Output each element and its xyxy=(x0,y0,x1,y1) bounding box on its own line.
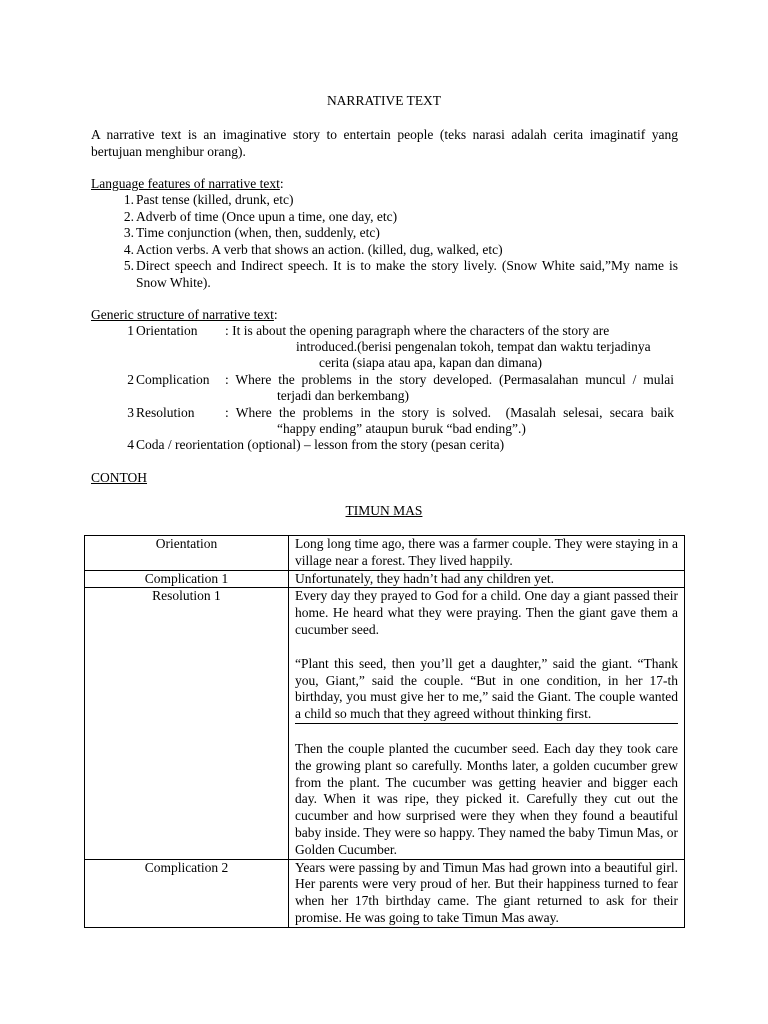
structure-term: Orientation xyxy=(136,323,198,338)
list-text: Time conjunction (when, then, suddenly, etc) xyxy=(136,225,380,240)
structure-term: Complication xyxy=(136,372,210,387)
list-item xyxy=(91,209,678,226)
story-paragraph: Unfortunately, they hadn’t had any children yet. xyxy=(295,570,555,586)
list-number: 3 . xyxy=(112,225,134,242)
list-item xyxy=(91,242,678,259)
table-cell-content xyxy=(289,859,685,927)
language-features-heading xyxy=(91,176,678,193)
structure-term: Coda / reorientation (optional) – lesson from the story (pesan cerita) xyxy=(136,437,505,452)
list-item xyxy=(91,225,678,242)
paragraph-gap xyxy=(295,639,678,656)
story-paragraph: Every day they prayed to God for a child. One day a giant passed their home. He heard what they were praying. Then the giant gave them a cucumber seed. xyxy=(295,588,678,637)
structure-description-cont: introduced.(berisi pengenalan tokoh, tempat dan waktu terjadinya xyxy=(296,339,651,354)
generic-structure-heading-colon: : xyxy=(273,307,278,322)
story-paragraph: Long long time ago, there was a farmer couple. They were staying in a village near a forest. They lived happily. xyxy=(295,536,678,568)
generic-structure-heading-text: Generic structure of narrative text xyxy=(91,307,274,322)
list-number: 1 xyxy=(127,323,134,338)
generic-structure-heading xyxy=(91,307,678,324)
list-item xyxy=(91,258,678,291)
story-table xyxy=(84,535,685,928)
intro-paragraph: A narrative text is an imaginative story to entertain people (teks narasi adalah cerita imaginatif yang bertujuan menghibur orang). xyxy=(91,127,678,159)
table-row xyxy=(85,588,685,859)
list-number: 2 . xyxy=(112,209,134,226)
list-number: 5 . xyxy=(112,258,134,275)
list-number: 2 xyxy=(127,372,134,387)
table-cell-label: Complication 2 xyxy=(85,859,289,927)
table-row xyxy=(85,859,685,927)
paragraph-gap xyxy=(295,724,678,741)
structure-description-cont: “happy ending” ataupun buruk “bad ending”.) xyxy=(277,421,526,436)
structure-description-cont: terjadi dan berkembang) xyxy=(277,388,409,403)
story-paragraph: “Plant this seed, then you’ll get a daughter,” said the giant. “Thank you, Giant,” said the couple. “But in one condition, in her 17-th birthday, you must give her to me,” said the Giant. The couple wanted a child so much that they agreed without thinking first. xyxy=(295,656,678,724)
list-number: 1 . xyxy=(112,192,134,209)
table-cell-content xyxy=(289,588,685,859)
table-cell-label: Complication 1 xyxy=(85,570,289,588)
page-title: NARRATIVE TEXT xyxy=(326,93,442,108)
list-text: Past tense (killed, drunk, etc) xyxy=(136,192,294,207)
story-paragraph: Years were passing by and Timun Mas had grown into a beautiful girl. Her parents were very proud of her. But their happiness turned to fear when her 17th birthday came. The giant returned to ask for their promise. He was going to take Timun Mas away. xyxy=(295,859,678,925)
list-number: 4 xyxy=(127,437,134,452)
structure-term: Resolution xyxy=(136,405,195,420)
table-cell-content xyxy=(289,570,685,588)
list-number: 3 xyxy=(127,405,134,420)
structure-description-cont: cerita (siapa atau apa, kapan dan dimana) xyxy=(319,355,543,370)
structure-description: : Where the problems in the story developed. (Permasalahan muncul / mulai xyxy=(225,372,674,387)
table-cell-label: Orientation xyxy=(85,536,289,571)
list-number: 4 . xyxy=(112,242,134,259)
story-title-text: TIMUN MAS xyxy=(345,503,423,518)
list-text: Adverb of time (Once upun a time, one day, etc) xyxy=(136,208,398,224)
story-title xyxy=(0,503,768,520)
list-text: Direct speech and Indirect speech. It is to make the story lively. (Snow White said,”My name is Snow White). xyxy=(136,258,678,290)
structure-description: : It is about the opening paragraph where the characters of the story are xyxy=(225,323,610,338)
list-item xyxy=(91,192,678,209)
table-row xyxy=(85,536,685,571)
contoh-heading: CONTOH xyxy=(91,470,148,485)
language-features-heading-text: Language features of narrative text xyxy=(91,176,280,191)
language-features-list xyxy=(91,192,678,291)
structure-description: : Where the problems in the story is solved. (Masalah selesai, secara baik xyxy=(225,405,674,420)
table-cell-content xyxy=(289,536,685,571)
language-features-heading-colon: : xyxy=(279,176,284,191)
table-cell-label: Resolution 1 xyxy=(85,588,289,859)
list-text: Action verbs. A verb that shows an action. (killed, dug, walked, etc) xyxy=(136,241,503,257)
table-row xyxy=(85,570,685,588)
story-paragraph: Then the couple planted the cucumber seed. Each day they took care the growing plant so carefully. Months later, a golden cucumber grew from the plant. The cucumber was getting heavier and bigger each day. When it was ripe, they picked it. Carefully they cut out the cucumber and how surprised were they when they found a beautiful baby inside. They were so happy. They named the baby Timun Mas, or Golden Cucumber. xyxy=(295,740,678,857)
